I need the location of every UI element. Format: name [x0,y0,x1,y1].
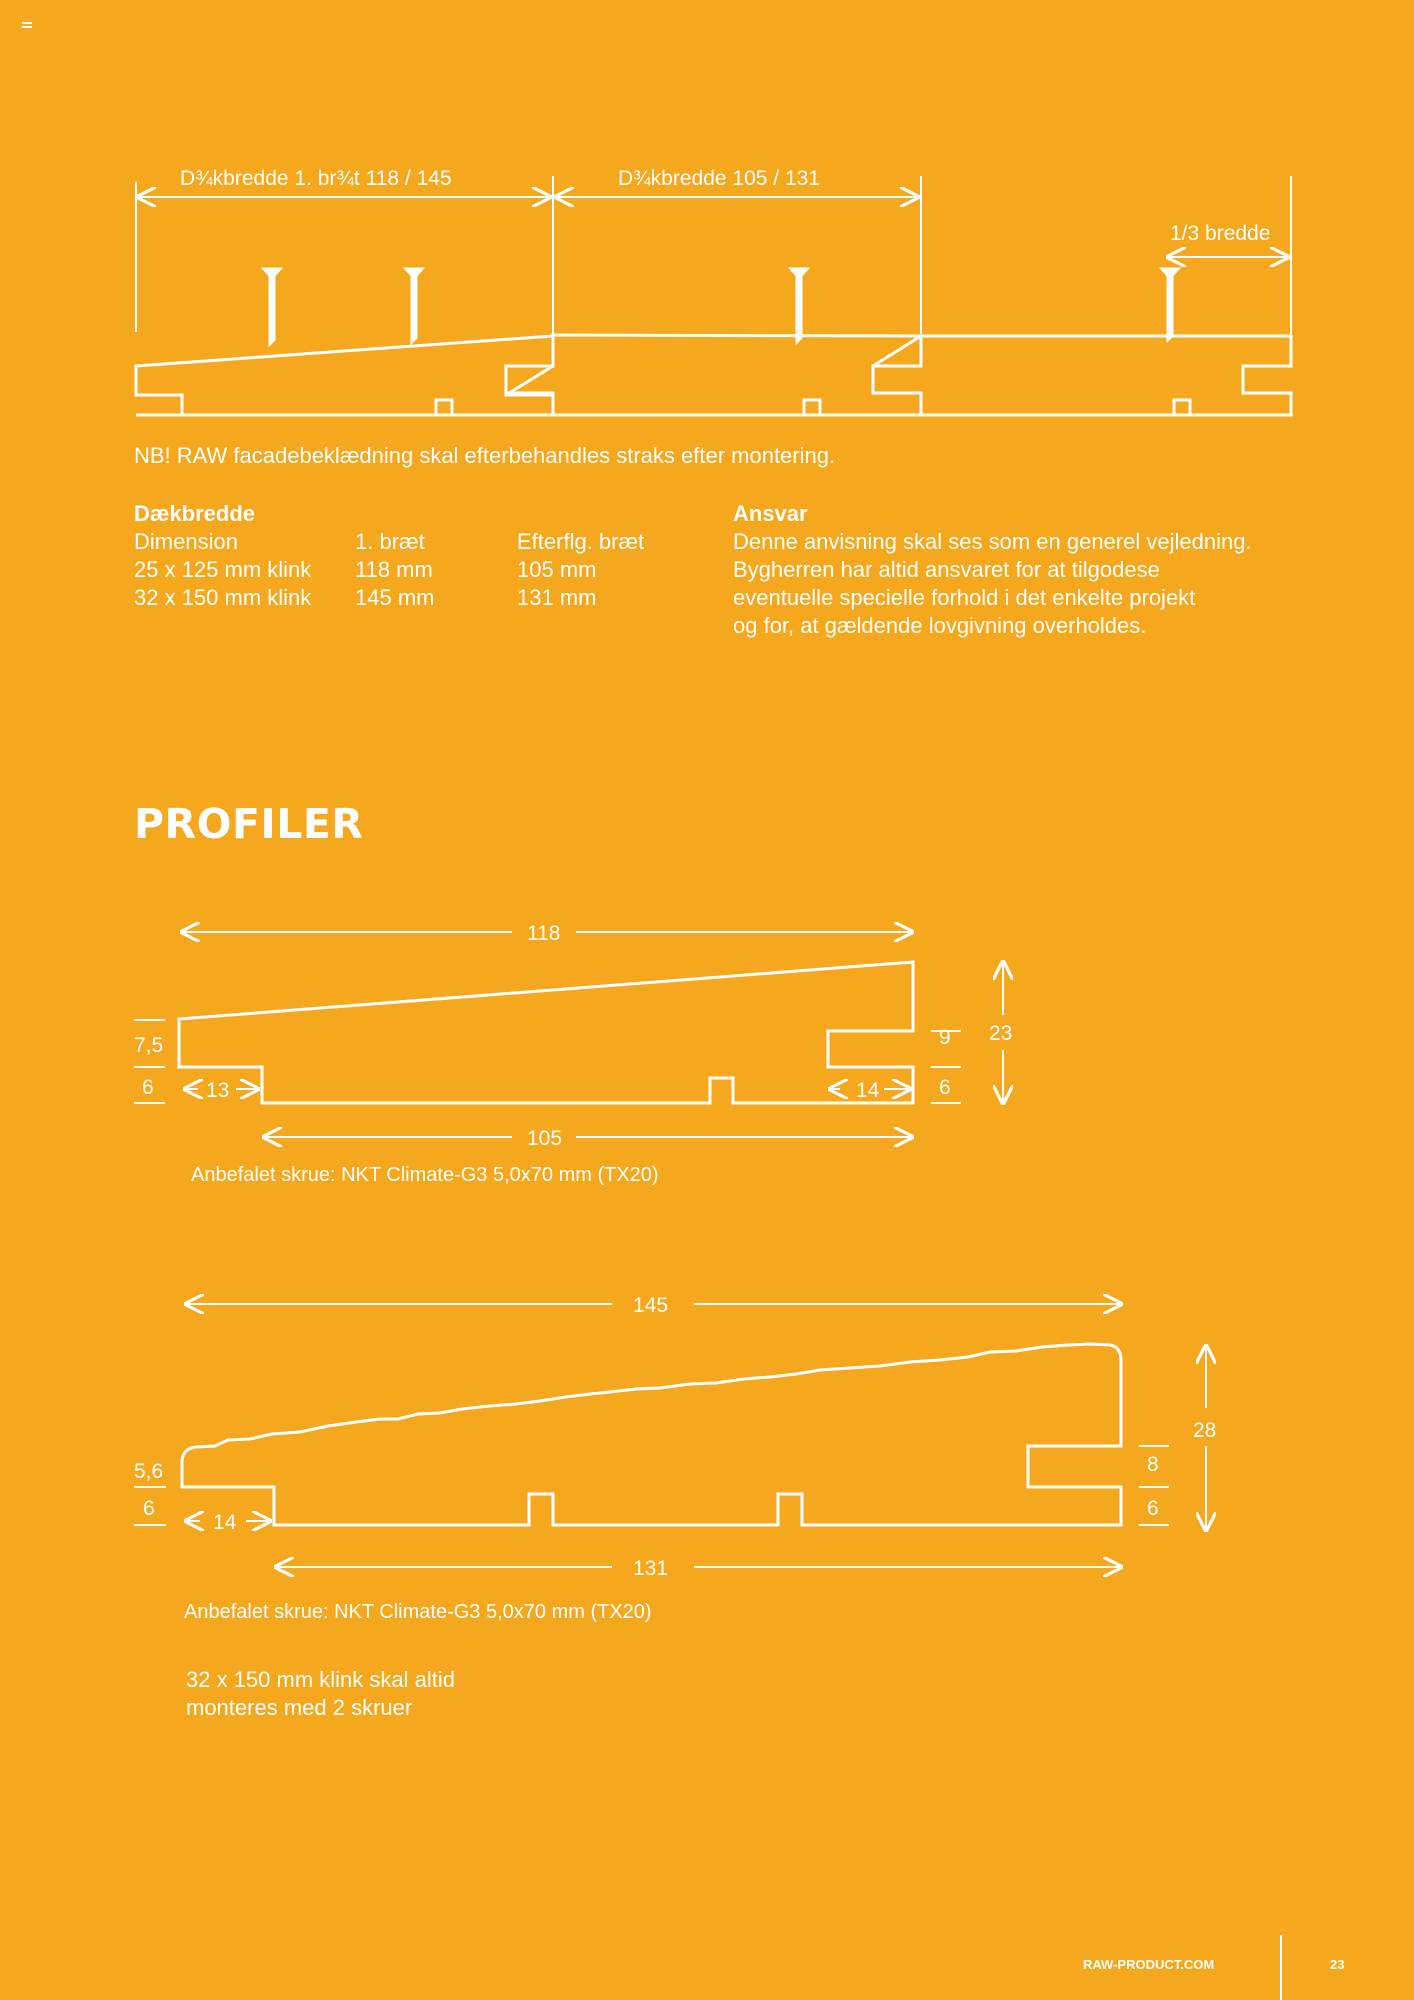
profile2-right-lower: 6 [1147,1497,1159,1520]
profile2-top-width: 145 [633,1294,669,1317]
table-cell: 32 x 150 mm klink [134,585,312,610]
dim-label-third: 1/3 bredde [1170,222,1271,245]
table-cell: 131 mm [517,585,597,610]
page-number: 23 [1330,1957,1345,1972]
ansvar-line: eventuelle specielle forhold i det enkelte projekt [733,585,1196,610]
profile2-left-upper: 5,6 [134,1460,164,1483]
ansvar-line: Denne anvisning skal ses som en generel vejledning. [733,529,1252,554]
table-header-dimension: Dimension [134,529,238,554]
profile1-height: 23 [989,1022,1013,1045]
profile1-left-tongue: 13 [206,1079,230,1102]
profile1-screw-note: Anbefalet skrue: NKT Climate-G3 5,0x70 mm (TX20) [191,1164,659,1186]
ansvar-line: Bygherren har altid ansvaret for at tilgodese [733,557,1160,582]
profile2-left-tongue: 14 [213,1511,237,1534]
profile1-top-width: 118 [527,922,561,945]
table-title: Dækbredde [134,501,256,526]
table-cell: 118 mm [355,557,433,582]
profile1-right-tongue: 14 [856,1079,880,1102]
section-heading: PROFILER [134,800,364,848]
ansvar-line: og for, at gældende lovgivning overholdes. [733,613,1147,638]
profile1-left-upper: 7,5 [134,1034,164,1057]
dim-label-following-board: D¾kbredde 105 / 131 [618,167,820,190]
profile2-extra-note-line: monteres med 2 skruer [186,1695,413,1720]
table-header-following-board: Efterflg. bræt [517,529,645,554]
profile2-bottom-width: 131 [633,1557,669,1580]
profile1-right-upper: 9 [939,1026,951,1049]
footer-divider [1280,1935,1282,2000]
table-header-first-board: 1. bræt [355,529,425,554]
profile2-screw-note: Anbefalet skrue: NKT Climate-G3 5,0x70 mm (TX20) [184,1601,652,1623]
dim-label-first-board: D¾kbredde 1. br¾t 118 / 145 [180,167,452,190]
table-cell: 105 mm [517,557,597,582]
treatment-note: NB! RAW facadebeklædning skal efterbehandles straks efter montering. [134,443,836,468]
footer-website: RAW-PRODUCT.COM [1083,1957,1215,1972]
profile1-bottom-width: 105 [527,1127,563,1150]
profile2-right-upper: 8 [1147,1453,1159,1476]
profile2-left-lower: 6 [143,1497,155,1520]
table-cell: 145 mm [355,585,435,610]
profile2-height: 28 [1193,1419,1217,1442]
profile1-right-lower: 6 [939,1076,951,1099]
table-cell: 25 x 125 mm klink [134,557,312,582]
profile2-extra-note-line: 32 x 150 mm klink skal altid [186,1667,455,1692]
ansvar-title: Ansvar [733,501,808,526]
profile1-left-lower: 6 [142,1076,154,1099]
